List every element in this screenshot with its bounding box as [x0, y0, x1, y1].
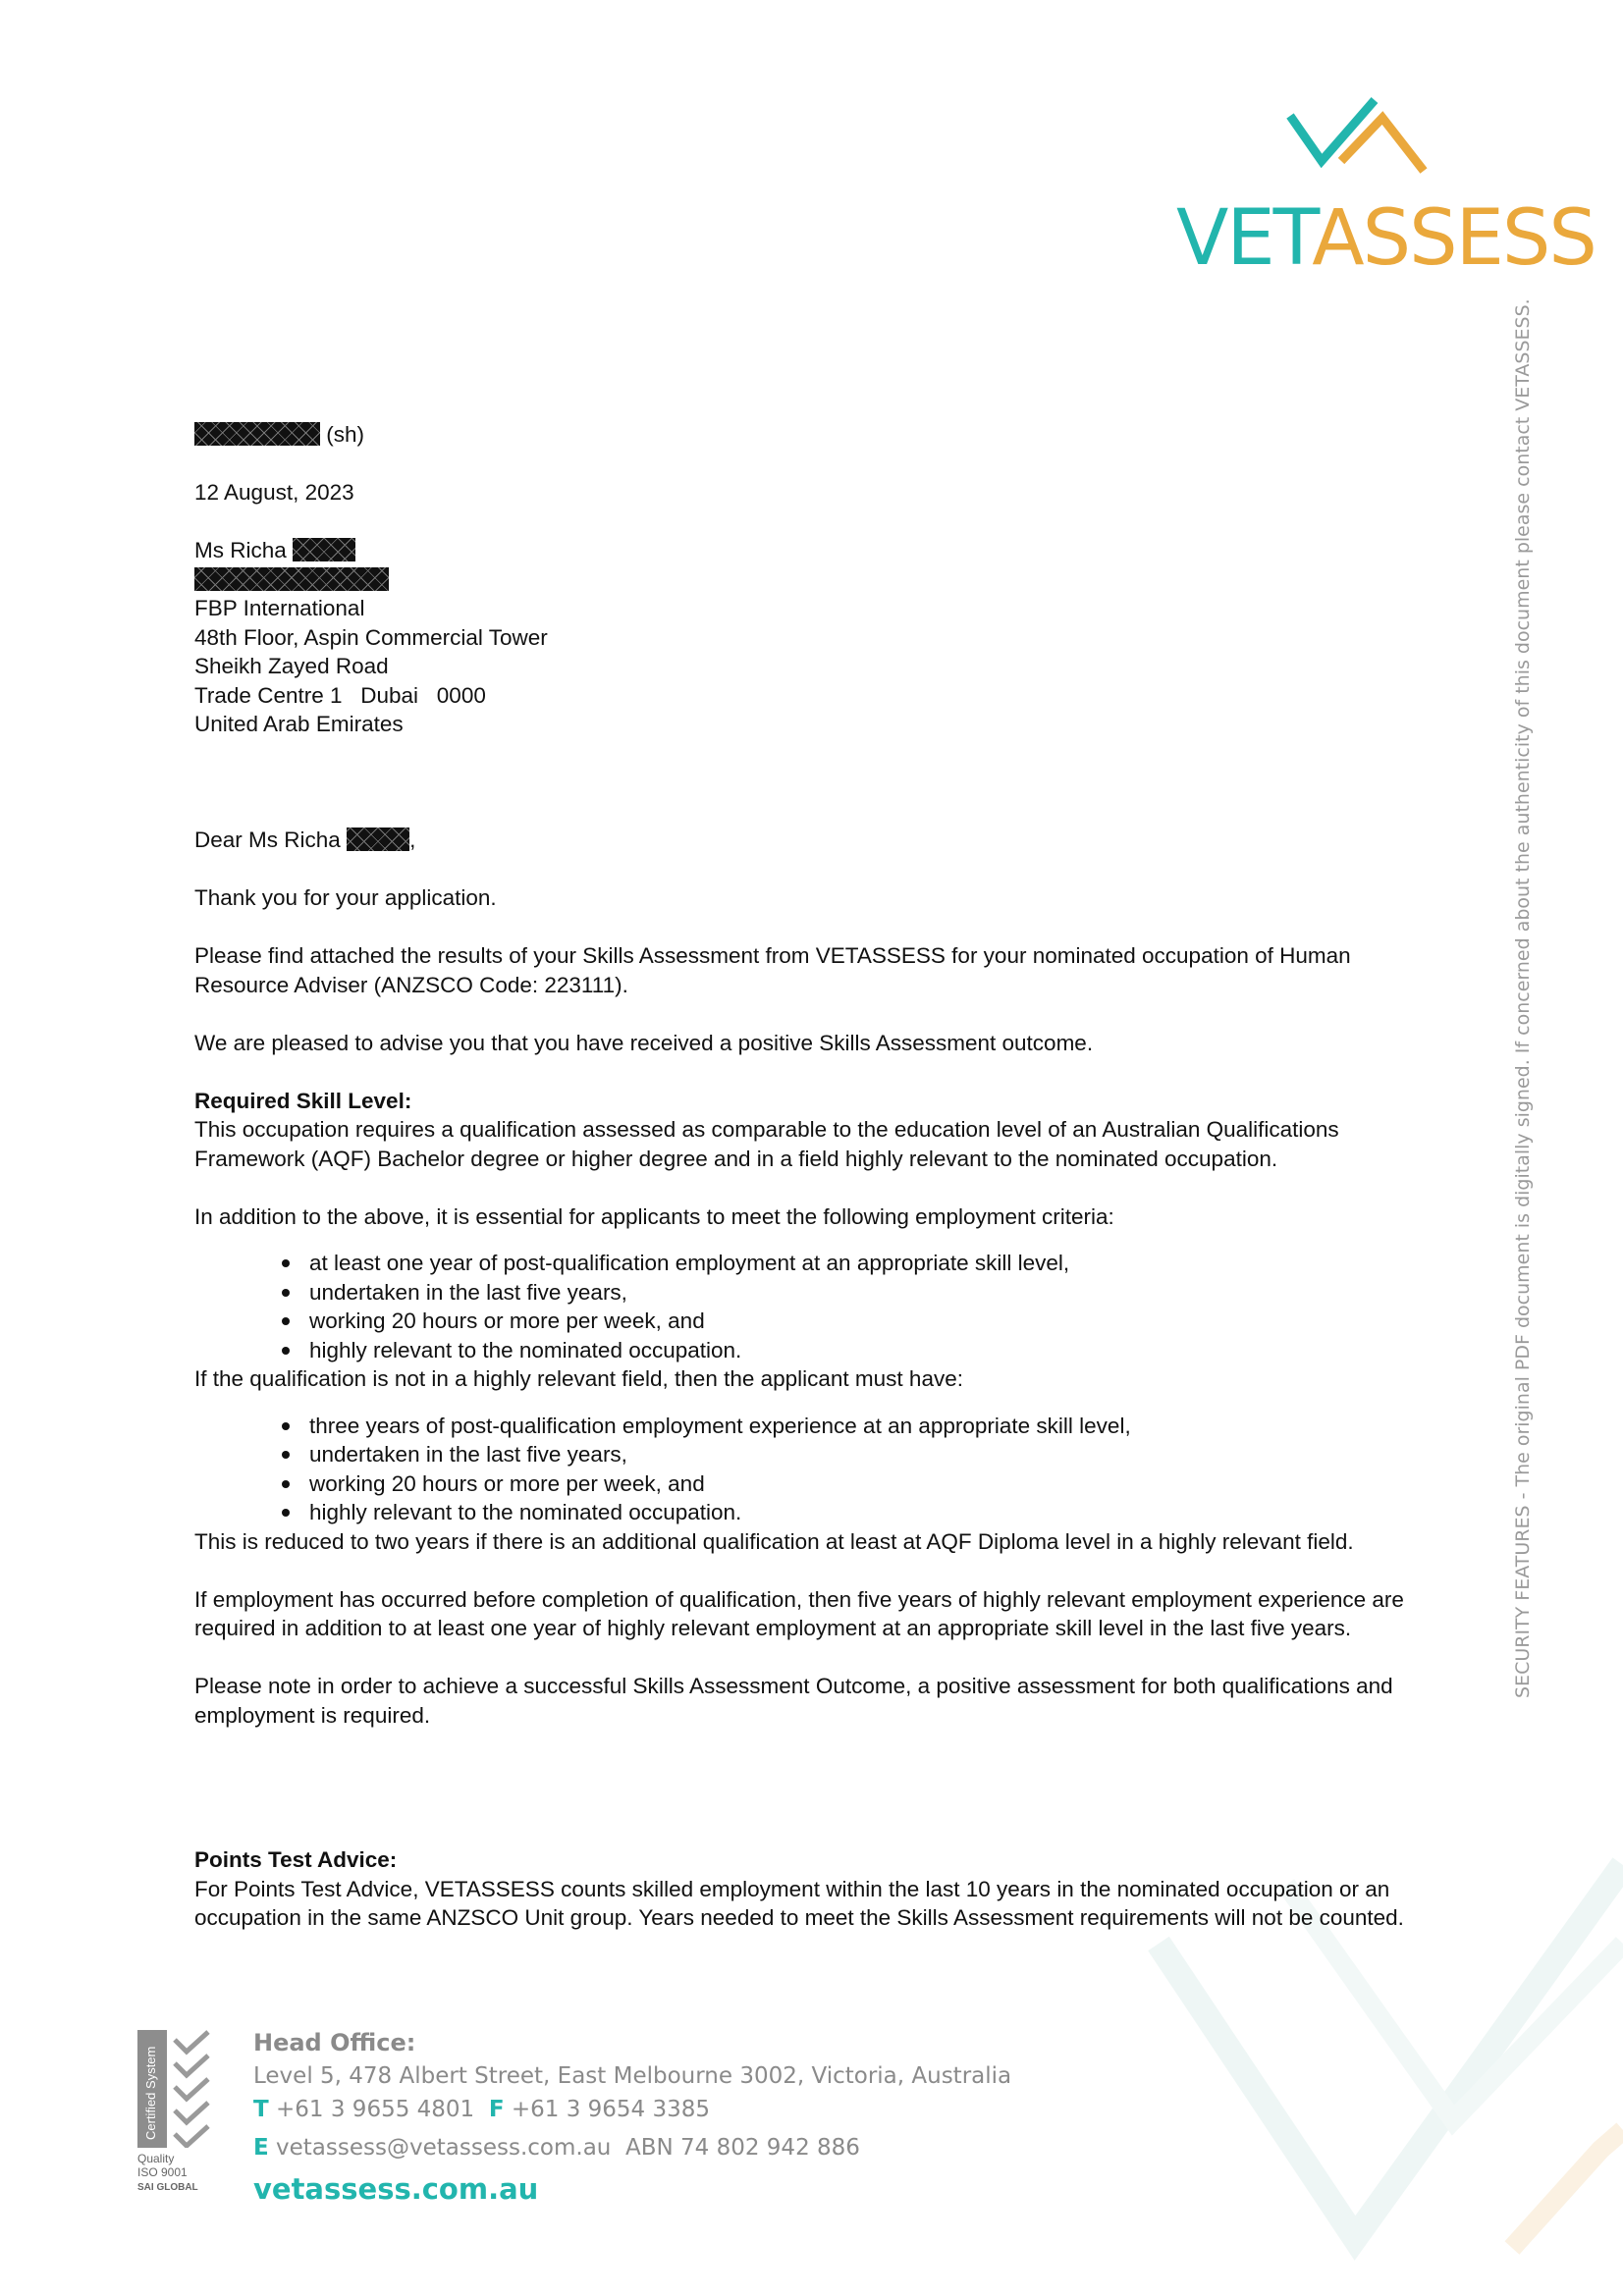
address-line: United Arab Emirates	[194, 712, 404, 736]
reference-line: (sh)	[194, 420, 1441, 450]
cert-quality: Quality	[137, 2152, 175, 2165]
logo-wordmark: VETASSESS	[1176, 194, 1596, 283]
skill-paragraph: This occupation requires a qualification assessed as comparable to the education level of an Australian Qualifications Framework (AQF) Bachelor degree or higher degree and in a field highly relevant to the nominated occupation.	[194, 1117, 1339, 1171]
points-heading: Points Test Advice:	[194, 1847, 398, 1872]
footer-phone-fax: T +61 3 9655 4801 F +61 3 9654 3385	[253, 2097, 711, 2122]
criteria-intro: In addition to the above, it is essential for applicants to meet the following employment criteria:	[194, 1203, 1114, 1229]
skill-heading: Required Skill Level:	[194, 1088, 412, 1113]
security-note: SECURITY FEATURES - The original PDF document is digitally signed. If concerned about the authenticity of this document please contact VETASSESS.	[1512, 298, 1534, 1698]
criteria-list	[194, 1249, 1441, 1364]
footer-contact	[253, 2026, 1011, 2206]
list-item: highly relevant to the nominated occupation.	[309, 1498, 1441, 1527]
redaction	[194, 422, 320, 446]
website-link[interactable]: vetassess.com.au	[253, 2172, 539, 2206]
list-item: undertaken in the last five years,	[309, 1440, 1441, 1469]
vetassess-logo	[1176, 94, 1596, 283]
list-item: working 20 hours or more per week, and	[309, 1469, 1441, 1499]
list-item: undertaken in the last five years,	[309, 1278, 1441, 1308]
footer-email-abn: E vetassess@vetassess.com.au ABN 74 802 942 886	[253, 2135, 860, 2161]
iso-certification-badge	[135, 2030, 216, 2197]
not-relevant-intro: If the qualification is not in a highly relevant field, then the applicant must have:	[194, 1366, 963, 1391]
address-line: FBP International	[194, 596, 365, 620]
cert-iso: ISO 9001	[137, 2165, 188, 2179]
list-item: working 20 hours or more per week, and	[309, 1307, 1441, 1336]
redaction	[293, 538, 355, 561]
results-paragraph: Please find attached the results of your Skills Assessment from VETASSESS for your nominated occupation of Human Resource Adviser (ANZSCO Code: 223111).	[194, 943, 1351, 997]
address-line: 48th Floor, Aspin Commercial Tower	[194, 624, 548, 650]
list-item: three years of post-qualification employment experience at an appropriate skill level,	[309, 1412, 1441, 1441]
address-line: Trade Centre 1 Dubai 0000	[194, 682, 486, 708]
letter-body	[194, 420, 1441, 1933]
footer-heading: Head Office:	[253, 2029, 416, 2056]
list-item: highly relevant to the nominated occupation.	[309, 1336, 1441, 1365]
redaction	[194, 567, 389, 591]
before-completion-paragraph: If employment has occurred before completion of qualification, then five years of highly relevant employment experience are required in addition to at least one year of highly relevant employment at an appropriate skill level in the last five years.	[194, 1586, 1404, 1640]
list-item: at least one year of post-qualification employment at an appropriate skill level,	[309, 1249, 1441, 1278]
cert-body: SAI GLOBAL	[137, 2182, 198, 2193]
address-line: Sheikh Zayed Road	[194, 654, 389, 678]
logo-mark-icon	[1284, 94, 1432, 187]
checkmarks-icon	[171, 2030, 212, 2148]
recipient-name: Ms Richa	[194, 536, 1441, 565]
note-paragraph: Please note in order to achieve a successful Skills Assessment Outcome, a positive assessment for both qualifications and employment is required.	[194, 1674, 1393, 1728]
recipient-line-redacted	[194, 565, 1441, 595]
certified-system-label: Certified System	[137, 2030, 167, 2148]
email-link[interactable]: vetassess@vetassess.com.au	[276, 2135, 612, 2161]
footer-address: Level 5, 478 Albert Street, East Melbourne 3002, Victoria, Australia	[253, 2063, 1012, 2089]
letter-date: 12 August, 2023	[194, 480, 354, 505]
alternate-criteria-list	[194, 1412, 1441, 1527]
thanks-paragraph: Thank you for your application.	[194, 885, 497, 910]
salutation: Dear Ms Richa ,	[194, 828, 416, 852]
positive-paragraph: We are pleased to advise you that you have received a positive Skills Assessment outcome.	[194, 1030, 1094, 1055]
points-paragraph: For Points Test Advice, VETASSESS counts skilled employment within the last 10 years in the nominated occupation or an occupation in the same ANZSCO Unit group. Years needed to meet the Skills Assessment requirements will not be counted.	[194, 1876, 1404, 1930]
reduced-paragraph: This is reduced to two years if there is an additional qualification at least at AQF Diploma level in a highly relevant field.	[194, 1528, 1354, 1554]
redaction	[347, 828, 409, 851]
